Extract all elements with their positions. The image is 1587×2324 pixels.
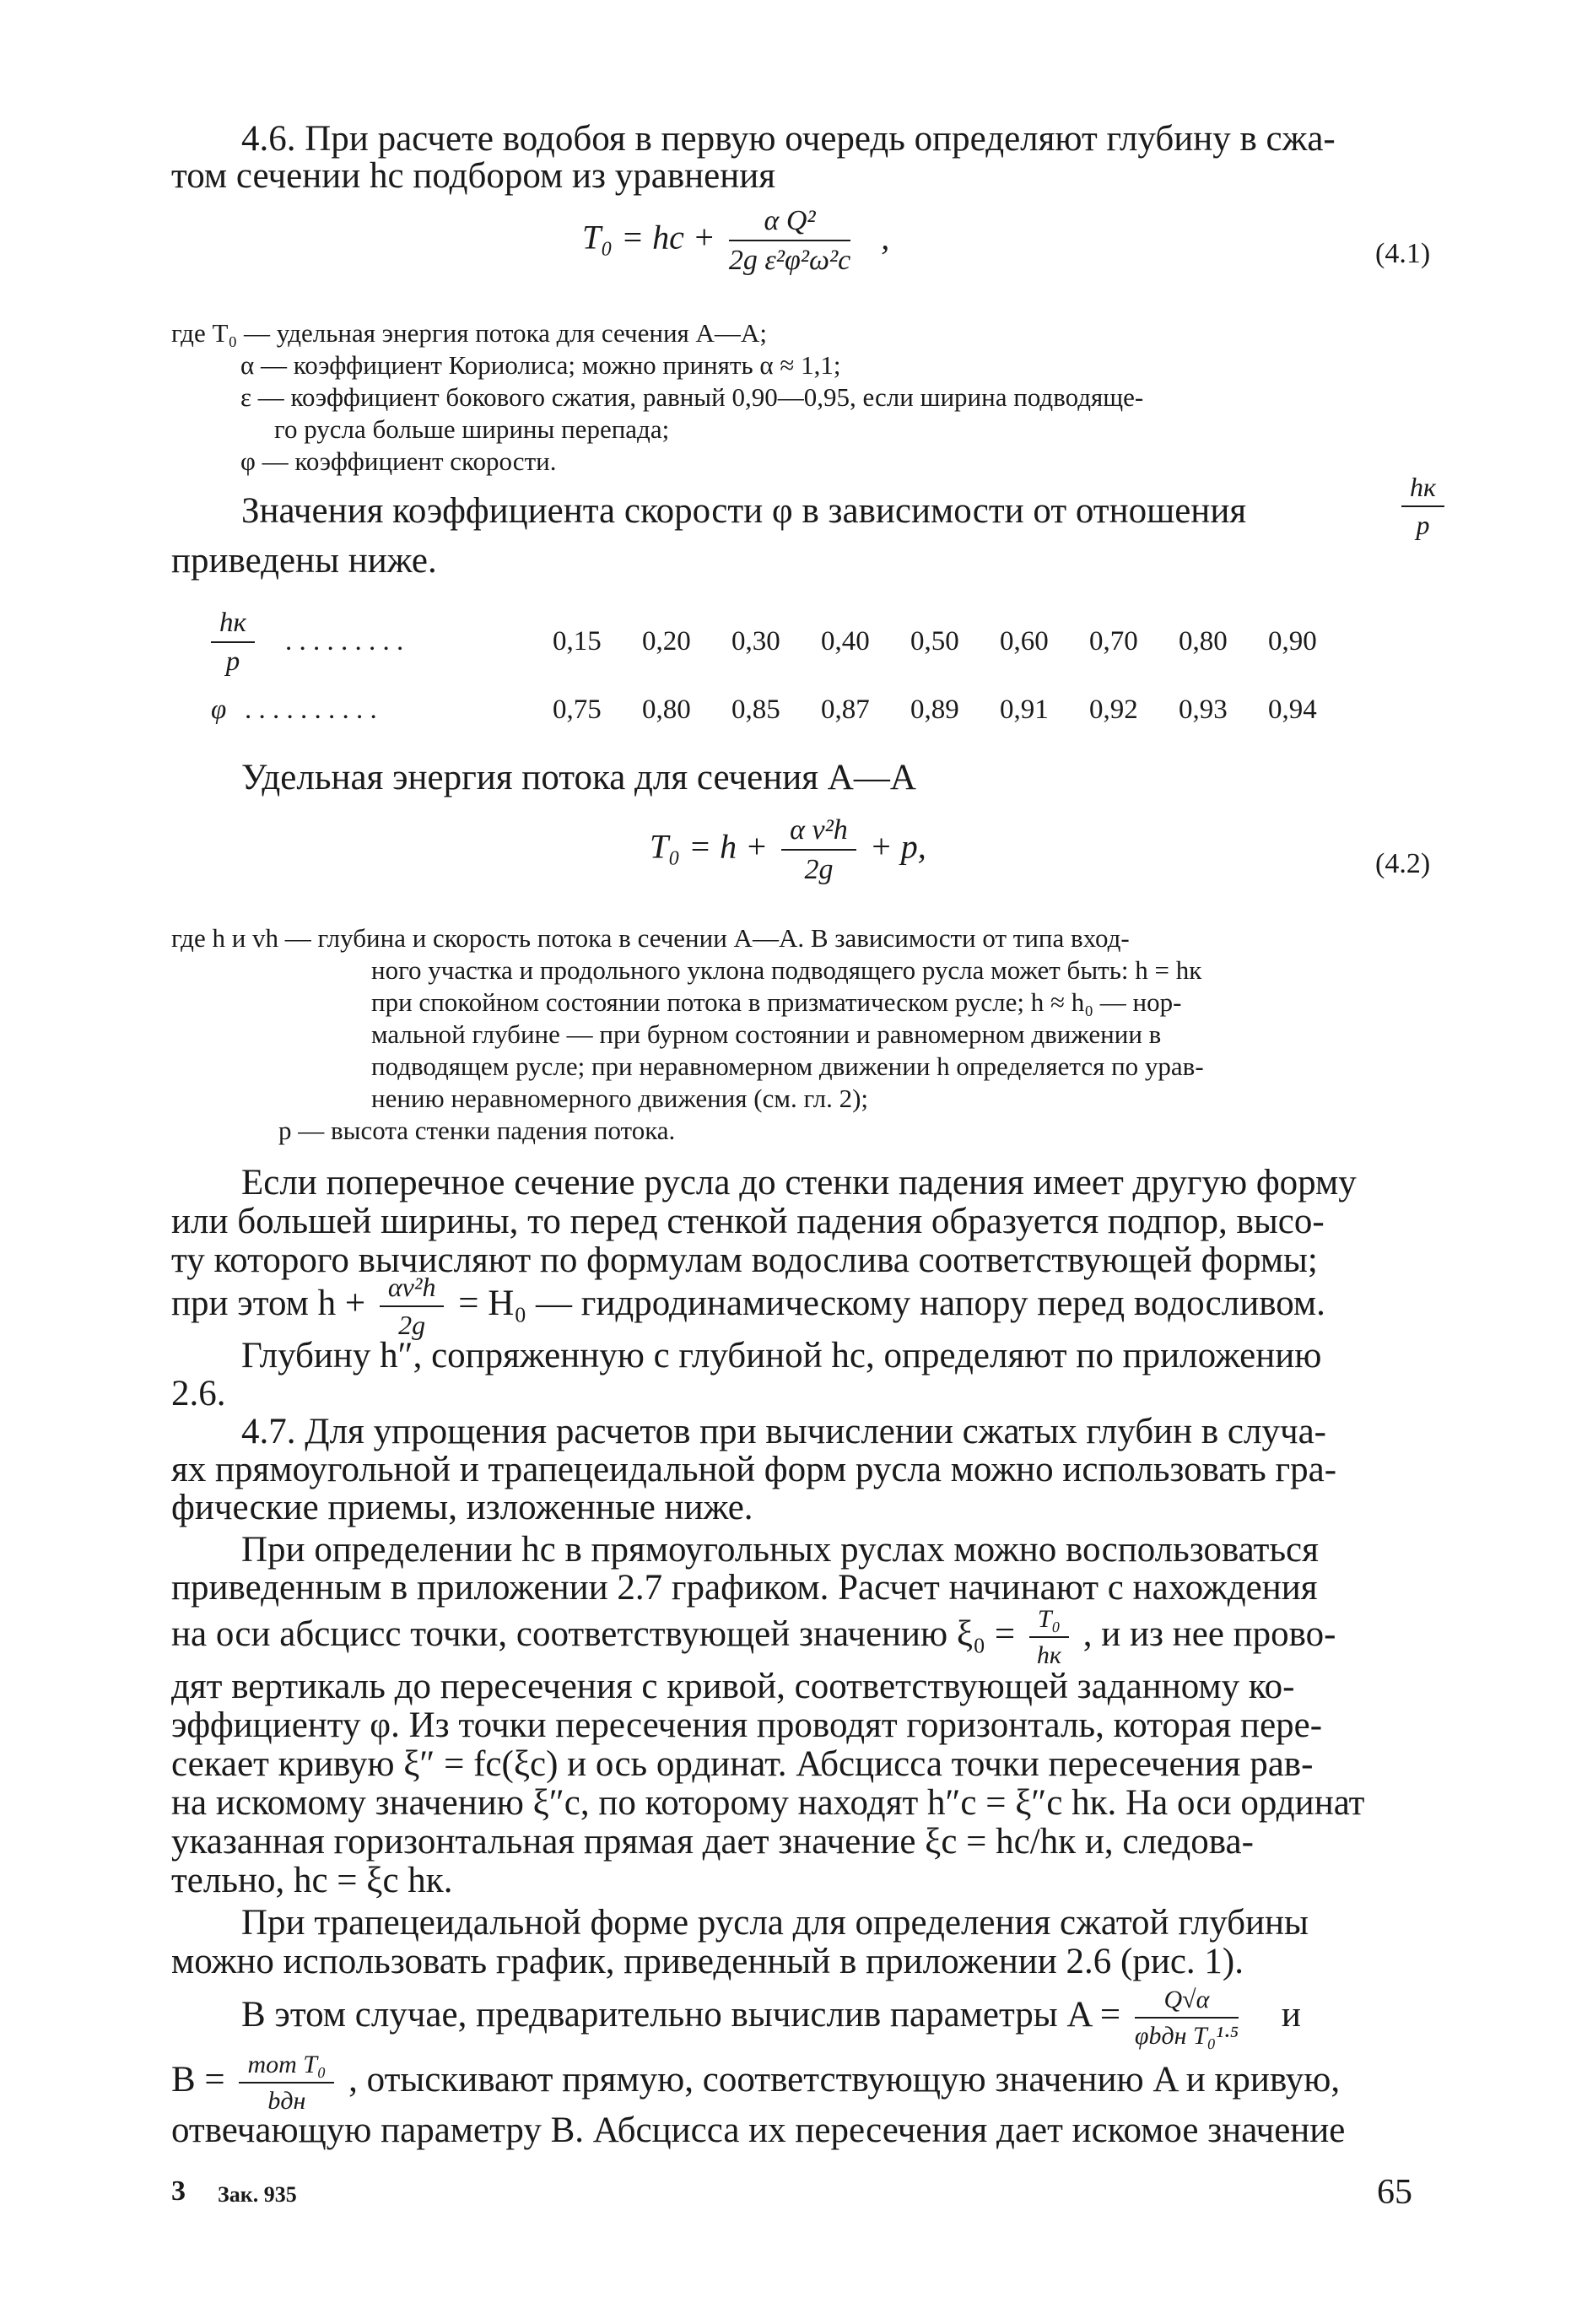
- phi-table-hk-value: 0,70: [1089, 626, 1138, 657]
- para-cross-section-line1: Если поперечное сечение русла до стенки падения имеет другую форму: [241, 1163, 1357, 1203]
- legend-2-line1: где h и vh — глубина и скорость потока в сечении A—A. В зависимости от типа вход-: [171, 923, 1130, 953]
- para-rect-line8: указанная горизонтальная прямая дает значение ξc = hc/hк и, следова-: [171, 1822, 1254, 1862]
- equation-4-1: [582, 205, 889, 277]
- param-b-denominator: bдн: [267, 2087, 306, 2115]
- eq-4-2-fraction: [781, 814, 856, 886]
- eq-4-2-lhs: T₀ = h +: [650, 827, 769, 866]
- param-b-fraction: [239, 2051, 334, 2115]
- footer-order-number: Зак. 935: [218, 2182, 297, 2207]
- para-case-line1-before: В этом случае, предварительно вычислив параметры A =: [241, 1994, 1121, 2035]
- phi-table-phi-value: 0,87: [821, 694, 870, 725]
- para-rect-line2: приведенным в приложении 2.7 графиком. Расчет начинают с нахождения: [171, 1568, 1318, 1608]
- section-4-6-line1: 4.6. При расчете водобоя в первую очередь определяют глубину в сжа-: [241, 119, 1336, 159]
- phi-table-hk-value: 0,90: [1268, 626, 1317, 657]
- xi0-numerator: T₀: [1029, 1605, 1069, 1638]
- equation-4-2-number: (4.2): [1375, 848, 1431, 879]
- phi-table-hk-value: 0,15: [553, 626, 602, 657]
- hk-numerator: hк: [1401, 473, 1444, 507]
- para-rect-line1: При определении hc в прямоугольных руслах можно воспользоваться: [241, 1530, 1319, 1570]
- xi0-denominator: hк: [1036, 1641, 1061, 1669]
- para-rect-line9: тельно, hc = ξc hк.: [171, 1861, 453, 1900]
- legend-2-line4: мальной глубине — при бурном состоянии и равномерном движении в: [371, 1019, 1162, 1049]
- para-rect-line3-before: на оси абсцисс точки, соответствующей значению ξ₀ =: [171, 1613, 1016, 1654]
- p-denominator: p: [1416, 510, 1430, 541]
- section-4-7-line1: 4.7. Для упрощения расчетов при вычислении сжатых глубин в случа-: [241, 1412, 1326, 1451]
- param-a-numerator: Q√α: [1135, 1986, 1239, 2019]
- legend-2-line2: ного участка и продольного уклона подводящего русла может быть: h = hк: [371, 955, 1202, 985]
- phi-table: [211, 608, 1392, 734]
- para-case-line1: [241, 1986, 1301, 2050]
- phi-intro-fraction: [1396, 473, 1449, 540]
- xi0-fraction: [1029, 1605, 1069, 1669]
- footer-signature-number: 3: [171, 2175, 186, 2207]
- phi-table-row1-label: [211, 608, 255, 678]
- legend-1-epsilon-cont: го русла больше ширины перепада;: [274, 414, 670, 444]
- phi-intro-line2: приведены ниже.: [171, 541, 437, 581]
- para-cross-section-line2: или большей ширины, то перед стенкой падения образуется подпор, высо-: [171, 1202, 1325, 1241]
- eq-4-2-denominator: 2g: [804, 854, 834, 886]
- para-rect-line5: эффициенту φ. Из точки пересечения проводят горизонталь, которая пере-: [171, 1705, 1323, 1745]
- para-depth-line2: 2.6.: [171, 1374, 226, 1413]
- para-case-line1-after: и: [1281, 1994, 1301, 2035]
- legend-1-t0: где T₀ — удельная энергия потока для сечения A—A;: [171, 318, 767, 348]
- para-depth-line1: Глубину h″, сопряженную с глубиной hc, определяют по приложению: [241, 1336, 1322, 1375]
- legend-2-line7: p — высота стенки падения потока.: [278, 1116, 676, 1145]
- para-rect-line3-after: , и из нее прово-: [1082, 1613, 1336, 1654]
- phi-table-hk-label: hк: [211, 608, 255, 643]
- phi-table-phi-value: 0,93: [1179, 694, 1228, 725]
- inline-eq-fraction: [380, 1273, 445, 1340]
- para-case-line2-before: B =: [171, 2059, 225, 2100]
- phi-table-p-label: p: [225, 646, 240, 678]
- para-case-line3: отвечающую параметру B. Абсцисса их пересечения дает искомое значение: [171, 2111, 1346, 2150]
- para-rect-line4: дят вертикаль до пересечения с кривой, соответствующей заданному ко-: [171, 1667, 1295, 1706]
- section-4-7-line3: фические приемы, изложенные ниже.: [171, 1488, 753, 1527]
- eq-4-1-comma: ,: [881, 218, 890, 257]
- phi-table-phi-value: 0,94: [1268, 694, 1317, 725]
- energy-title: Удельная энергия потока для сечения A—A: [241, 758, 916, 797]
- phi-table-row1-dots: . . . . . . . . .: [285, 626, 404, 657]
- phi-table-phi-value: 0,92: [1089, 694, 1138, 725]
- page-number: 65: [1377, 2173, 1412, 2212]
- para-case-line2-after: , отыскивают прямую, соответствующую значению A и кривую,: [348, 2059, 1341, 2100]
- equation-4-2: [650, 814, 926, 886]
- equation-4-1-number: (4.1): [1375, 238, 1431, 269]
- para-rect-line6: секает кривую ξ″ = fc(ξc) и ось ординат. Абсцисса точки пересечения рав-: [171, 1744, 1314, 1784]
- para-trap-line2: можно использовать график, приведенный в приложении 2.6 (рис. 1).: [171, 1942, 1244, 1981]
- phi-table-hk-value: 0,30: [731, 626, 780, 657]
- legend-2-line3: при спокойном состоянии потока в призматическом русле; h ≈ h₀ — нор-: [371, 987, 1182, 1017]
- para-trap-line1: При трапецеидальной форме русла для определения сжатой глубины: [241, 1903, 1309, 1943]
- para-rect-line7: на искомому значению ξ″c, по которому находят h″c = ξ″c hк. На оси ординат: [171, 1783, 1365, 1823]
- phi-table-phi-value: 0,85: [731, 694, 780, 725]
- section-4-7-line2: ях прямоугольной и трапецеидальной форм русла можно использовать гра-: [171, 1450, 1337, 1489]
- param-b-numerator: mот T₀: [239, 2051, 334, 2083]
- phi-table-row2-label: φ: [211, 694, 227, 725]
- eq-4-1-lhs: T₀ = hc +: [582, 218, 715, 257]
- inline-eq-after: = H₀ — гидродинамическому напору перед водосливом.: [458, 1284, 1325, 1324]
- phi-table-phi-value: 0,89: [910, 694, 959, 725]
- section-4-6-line2: том сечении hc подбором из уравнения: [171, 156, 776, 196]
- param-a-fraction: [1135, 1986, 1239, 2050]
- eq-4-1-fraction: [729, 205, 850, 277]
- phi-table-phi-value: 0,75: [553, 694, 602, 725]
- hk-over-p-fraction: [1401, 473, 1444, 540]
- phi-table-hk-value: 0,20: [642, 626, 691, 657]
- phi-table-phi-value: 0,80: [642, 694, 691, 725]
- eq-4-2-rhs: + p,: [869, 827, 926, 866]
- phi-table-hk-value: 0,80: [1179, 626, 1228, 657]
- eq-4-1-denominator: 2g ε²φ²ω²c: [728, 245, 851, 277]
- inline-equation-line: [171, 1273, 1325, 1340]
- inline-eq-denominator: 2g: [398, 1310, 426, 1341]
- legend-1-epsilon: ε — коэффициент бокового сжатия, равный 0,90—0,95, если ширина подводяще-: [240, 382, 1144, 412]
- para-cross-section-line3: ту которого вычисляют по формулам водослива соответствующей формы;: [171, 1240, 1318, 1280]
- eq-4-2-numerator: α v²h: [781, 814, 856, 851]
- phi-table-phi-value: 0,91: [1000, 694, 1049, 725]
- phi-table-hk-value: 0,60: [1000, 626, 1049, 657]
- legend-1-phi: φ — коэффициент скорости.: [240, 446, 557, 476]
- inline-eq-before: при этом h +: [171, 1284, 366, 1324]
- para-case-line2: [171, 2051, 1340, 2115]
- inline-eq-numerator: αv²h: [380, 1273, 445, 1307]
- phi-intro-line1: Значения коэффициента скорости φ в зависимости от отношения: [241, 491, 1247, 531]
- para-rect-line3: [171, 1605, 1336, 1669]
- param-a-denominator: φbдн T₀¹·⁵: [1134, 2022, 1239, 2050]
- eq-4-1-numerator: α Q²: [729, 205, 850, 241]
- legend-2-line5: подводящем русле; при неравномерном движении h определяется по урав-: [371, 1051, 1204, 1081]
- legend-2-line6: нению неравномерного движения (см. гл. 2);: [371, 1084, 869, 1113]
- legend-1-alpha: α — коэффициент Кориолиса; можно принять α ≈ 1,1;: [240, 350, 841, 380]
- phi-table-row2-dots: . . . . . . . . . .: [245, 694, 377, 725]
- phi-table-hk-p-fraction: [211, 608, 255, 678]
- phi-table-hk-value: 0,50: [910, 626, 959, 657]
- phi-table-hk-value: 0,40: [821, 626, 870, 657]
